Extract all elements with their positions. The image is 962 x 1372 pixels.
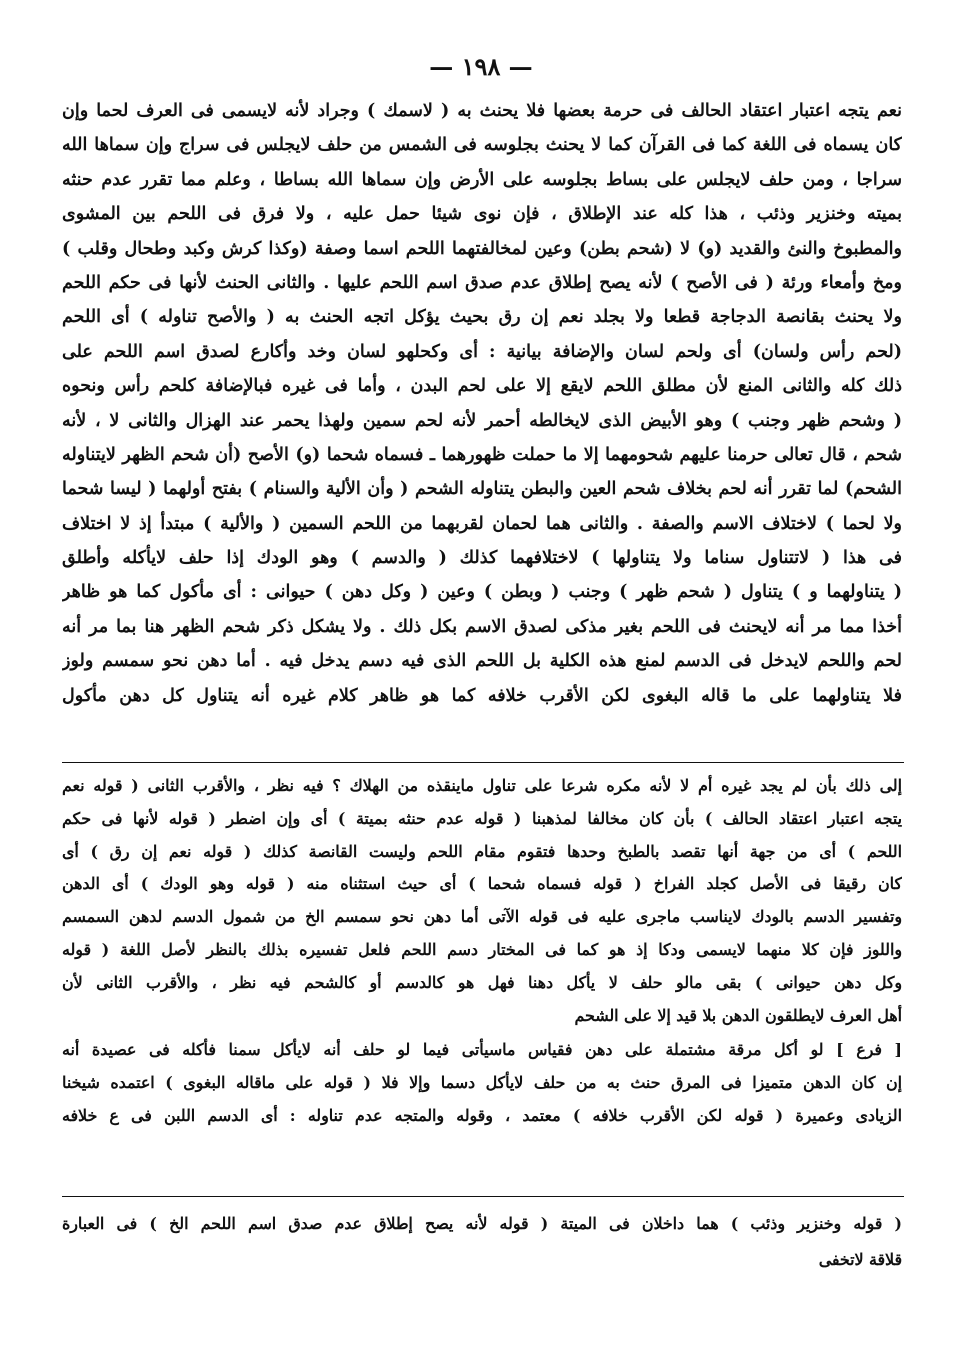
- main-line: ذلك كله والثانى المنع لأن مطلق اللحم لايقع إلا على لحم البدن ، وأما فى غيره فبالإضافة كلحم رأس ونحوه: [62, 376, 902, 397]
- gloss-line: الزيادى وعميرة ( قوله لكن الأقرب خلافه ) معتمد ، وقوله والمتجه عدم تناوله : أى الدسم اللبن فى ع خلافه: [62, 1105, 902, 1125]
- main-line: سراجا ، ومن حلف لايجلس على بساط بجلوسه على الأرض وإن سماها الله بساطا ، وعلم مما تقرر عدم حنثه: [62, 169, 902, 190]
- main-line: ( يتناولهما و ) يتناول ( شحم ظهر ) وجنب ( وبطن ) وعين ( وكل دهن ) حيوانى : أى مأكول كما هو ظاهر: [62, 582, 902, 603]
- main-line: شحم ، قال تعالى حرمنا عليهم شحومهما إلا ما حملت ظهورهما ـ فسماه شحما (و) الأصح (أن شحم الظهر لايتناوله: [62, 444, 902, 465]
- main-line: والمطبوخ والنئ والقديد (و) لا (شحم بطن) وعين لمخالفتهما اللحم اسما وصفة (وكذا كرش وكبد وطحال وقلب ): [62, 238, 902, 259]
- page-number: — ١٩٨ —: [429, 52, 533, 81]
- gloss-line: اللحم ) أى من جهة أنها تقصد بالطبخ وحدها فتقوم مقام اللحم وليست القانصة كذلك ( قوله نعم إن رق ) أى: [62, 841, 902, 861]
- gloss-line: إن كان الدهن متميزا فى المرق حنث به من حلف لايأكل دسما وإلا فلا ( قوله على ماقاله البغوى ) اعتمده شيخنا: [62, 1073, 902, 1093]
- gloss-line: إلى ذلك بأن لم يجد غيره أم لا لأنه مكره شرعا على تناول ماينقذه من الهلاك ؟ فيه نظر ، والأقرب الثانى ( قوله نعم: [62, 776, 902, 795]
- main-line: فلا يتناولهما على ما قاله البغوى لكن الأقرب خلافه كما هو ظاهر كلام غيره أنه يتناول كل دهن مأكول: [62, 685, 902, 706]
- gloss-line: واللوز فإن كلا منهما لايسمى ودكا إذ هو كما فى المختار دسم اللحم فلعل تفسيره بذلك بالنظر لأصل اللغة ( قوله: [62, 939, 902, 959]
- gloss-line: وتفسير الدسم بالودك لايناسب ماجرى عليه فى قوله الآتى أما دهن نحو سمسم الخ من شمول الدسم لدهن السمسم: [62, 907, 902, 927]
- main-line: أخذا مما مر أنه لايحنث فى اللحم بغير مذكى لصدق الاسم بكل ذلك . ولا يشكل ذكر شحم الظهر هنا بما مر أنه: [62, 616, 902, 637]
- divider-rule: [62, 762, 904, 763]
- footnote-line: ( قوله وخنزير وذئب ) هما داخلان فى الميتة ( قوله لأنه يصح إطلاق عدم صدق اسم اللحم الخ ) فى العبارة: [62, 1214, 902, 1233]
- main-line: فى هذا ( لاتتناول سناما ولا يتناولها ) لاختلافهما كذلك ( والدسم ) وهو الودك إذا حلف لايأكله وأطلق: [62, 548, 902, 569]
- gloss-line: [ فرع ] لو أكل مرقة مشتملة على دهن فقياس ماسيأتى فيما لو حلف أنه لايأكل سمنا فأكله فى عصيدة أنه: [62, 1040, 902, 1060]
- gloss-line: وكل دهن حيوانى ) بقى مالو حلف لا يأكل دهنا فهل هو كالدسم أو كالشحم فيه نظر ، والأقرب الثانى لأن: [62, 972, 902, 992]
- main-line: (لحم رأس ولسان) أى ولحم لسان والإضافة بيانية : أى وكحلهو لسان وخد وأكارع لصدق اسم اللحم على: [62, 341, 902, 362]
- main-line: بميته وخنزير وذئب ، هذا كله عند الإطلاق ، فإن نوى شيئا حمل عليه ، ولا فرق فى اللحم بين المشوى: [62, 204, 902, 225]
- main-line: كان يسماه فى اللغة كما فى القرآن كما لا يحنث بجلوسه فى الشمس من حلف لايجلس فى سراج وإن سماها الله: [62, 135, 902, 156]
- main-line: الشحم) لما تقرر أنه لحم بخلاف شحم العين والبطن يتناوله الشحم ( وأن الألية والسنام ) بفتح أولهما ( ليسا شحما: [62, 479, 902, 500]
- main-line: ولا لحما ) لاختلاف الاسم والصفة . والثانى هما لحمان لقربهما من اللحم السمين ( والألية ) مبتدأ إذ لا اختلاف: [62, 513, 902, 534]
- main-line: ( وشحم ظهر وجنب ) وهو الأبيض الذى لايخالطه أحمر لأنه لحم سمين ولهذا يحمر عند الهزال والثانى لا ، لأنه: [62, 410, 902, 431]
- divider-rule: [62, 1196, 904, 1197]
- main-text: [62, 94, 902, 713]
- footnote-line: قلاقة لاتخفى: [818, 1250, 902, 1269]
- gloss-line: يتجه اعتبار اعتقاد الحالف ) بأن كان مخالفا لمذهبنا ( قوله عدم حنثه بميتة ) أى وإن اضطر ( قوله لأنها فى حكم: [62, 808, 902, 828]
- gloss-line: أهل العرف لايطلقون الدهن بلا قيد إلا على الشحم: [574, 1005, 902, 1025]
- main-line: نعم يتجه اعتبار اعتقاد الحالف فى حرمة بعضها فلا يحنث به ( لاسمك ) وجراد لأنه لايسمى فى العرف لحما وإن: [62, 101, 902, 121]
- main-line: ولا يحنث بقانصة الدجاجة قطعا ولا بجلد نعم إن رق بحيث يؤكل اتجه الحنث به ( والأصح تناوله ) أى اللحم: [62, 307, 902, 328]
- main-line: ومخ وأمعاء ورئة ( فى الأصح ) لأنه يصح إطلاق عدم صدق اسم اللحم عليها . والثانى الحنث لأنها فى حكم اللحم: [62, 272, 902, 293]
- gloss-line: كان رقيقا فى الأصل كجلد الفراخ ( قوله فسماه شحما ) أى حيث استثناه منه ( قوله وهو الودك ) أى الدهن: [62, 874, 902, 894]
- footnote-text: [62, 1206, 902, 1278]
- main-line: لحم واللحم لايدخل فى الدسم لمنع هذه الكلية بل اللحم الذى فيه دسم يدخل فيه . أما دهن نحو سمسم ولوز: [62, 651, 902, 672]
- gloss-text: [62, 770, 902, 1133]
